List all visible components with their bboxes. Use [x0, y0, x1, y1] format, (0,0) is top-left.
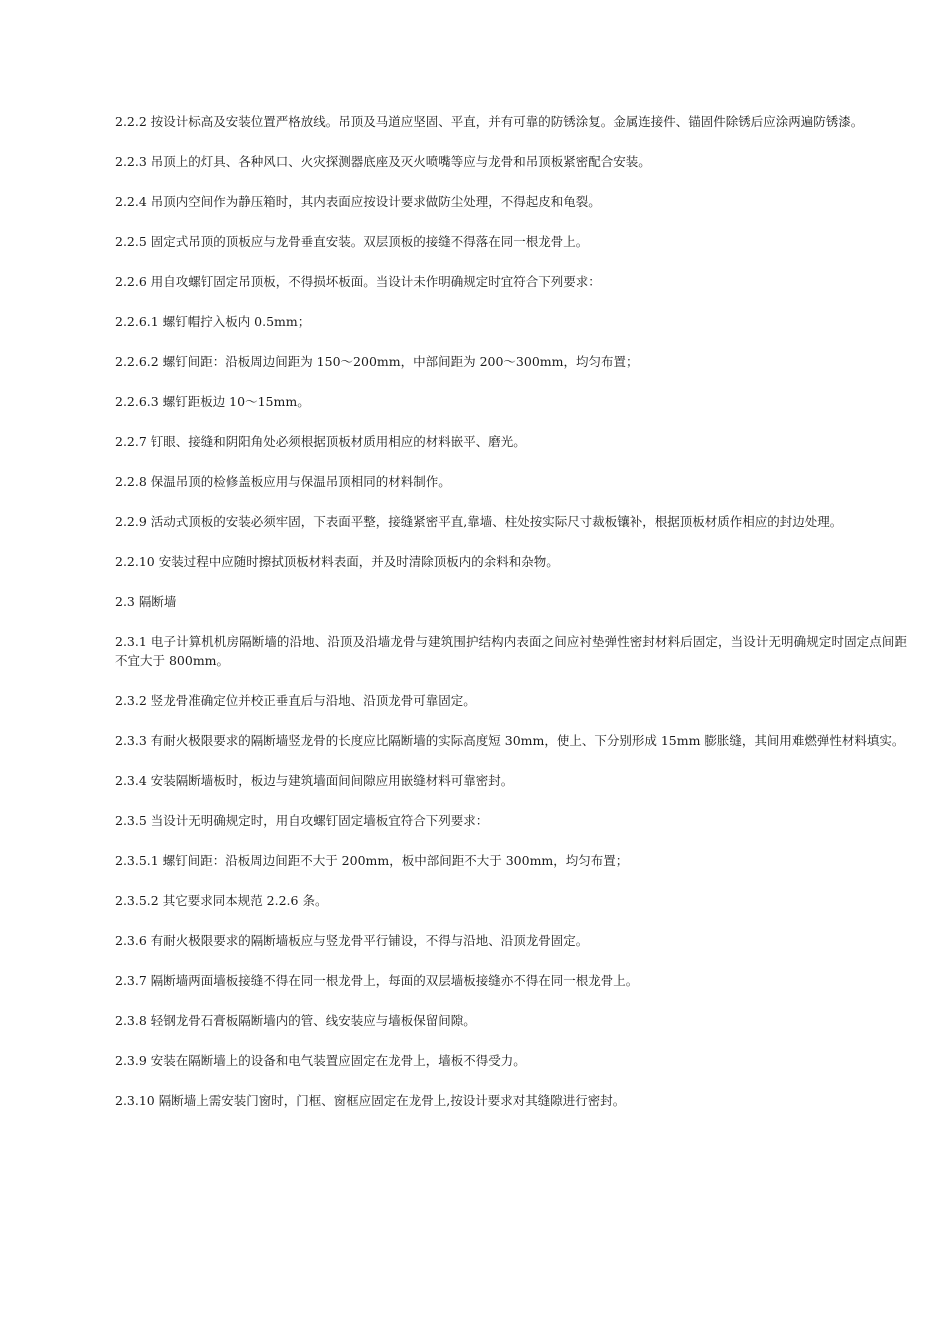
clause-2-2-5: 2.2.5 固定式吊顶的顶板应与龙骨垂直安装。双层顶板的接缝不得落在同一根龙骨上。: [115, 234, 589, 249]
clause-2-3-3: 2.3.3 有耐火极限要求的隔断墙竖龙骨的长度应比隔断墙的实际高度短 30mm，使上、下分别形成 15mm 膨胀缝，其间用难燃弹性材料填实。: [115, 733, 905, 748]
clause-2-3-5: 2.3.5 当设计无明确规定时，用自攻螺钉固定墙板宜符合下列要求：: [115, 813, 489, 828]
clause-2-3-4: 2.3.4 安装隔断墙板时，板边与建筑墙面间间隙应用嵌缝材料可靠密封。: [115, 773, 514, 788]
clause-2-2-10: 2.2.10 安装过程中应随时擦拭顶板材料表面，并及时清除顶板内的余料和杂物。: [115, 554, 559, 569]
clause-2-2-9: 2.2.9 活动式顶板的安装必须牢固，下表面平整，接缝紧密平直,靠墙、柱处按实际尺寸裁板镶补，根据顶板材质作相应的封边处理。: [115, 514, 843, 529]
clause-2-2-6-3: 2.2.6.3 螺钉距板边 10～15mm。: [115, 394, 310, 409]
clause-2-2-6: 2.2.6 用自攻螺钉固定吊顶板，不得损坏板面。当设计未作明确规定时宜符合下列要求：: [115, 274, 601, 289]
clause-2-2-6-1: 2.2.6.1 螺钉帽拧入板内 0.5mm；: [115, 314, 311, 329]
clause-2-2-2: 2.2.2 按设计标高及安装位置严格放线。吊顶及马道应坚固、平直，并有可靠的防锈涂复。金属连接件、锚固件除锈后应涂两遍防锈漆。: [115, 114, 864, 129]
clause-2-3-8: 2.3.8 轻钢龙骨石膏板隔断墙内的管、线安装应与墙板保留间隙。: [115, 1013, 476, 1028]
clause-2-3-6: 2.3.6 有耐火极限要求的隔断墙板应与竖龙骨平行铺设，不得与沿地、沿顶龙骨固定。: [115, 933, 589, 948]
clause-2-2-7: 2.2.7 钉眼、接缝和阴阳角处必须根据顶板材质用相应的材料嵌平、磨光。: [115, 434, 526, 449]
clause-2-3-5-1: 2.3.5.1 螺钉间距：沿板周边间距不大于 200mm，板中部间距不大于 300mm，均匀布置；: [115, 853, 629, 868]
clause-2-2-3: 2.2.3 吊顶上的灯具、各种风口、火灾探测器底座及灭火喷嘴等应与龙骨和吊顶板紧密配合安装。: [115, 154, 651, 169]
clause-2-3-5-2: 2.3.5.2 其它要求同本规范 2.2.6 条。: [115, 893, 328, 908]
clause-2-2-4: 2.2.4 吊顶内空间作为静压箱时，其内表面应按设计要求做防尘处理，不得起皮和龟裂。: [115, 194, 601, 209]
clause-2-3-10: 2.3.10 隔断墙上需安装门窗时，门框、窗框应固定在龙骨上,按设计要求对其缝隙进行密封。: [115, 1093, 626, 1108]
document-body: [115, 112, 907, 1131]
section-heading-2-3: 2.3 隔断墙: [115, 594, 177, 609]
clause-2-3-9: 2.3.9 安装在隔断墙上的设备和电气装置应固定在龙骨上，墙板不得受力。: [115, 1053, 526, 1068]
clause-2-2-8: 2.2.8 保温吊顶的检修盖板应用与保温吊顶相同的材料制作。: [115, 474, 451, 489]
clause-2-3-1: 2.3.1 电子计算机机房隔断墙的沿地、沿顶及沿墙龙骨与建筑围护结构内表面之间应衬垫弹性密封材料后固定，当设计无明确规定时固定点间距不宜大于 800mm。: [115, 634, 907, 668]
clause-2-3-7: 2.3.7 隔断墙两面墙板接缝不得在同一根龙骨上，每面的双层墙板接缝亦不得在同一根龙骨上。: [115, 973, 639, 988]
clause-2-2-6-2: 2.2.6.2 螺钉间距：沿板周边间距为 150～200mm，中部间距为 200～300mm，均匀布置；: [115, 354, 639, 369]
clause-2-3-2: 2.3.2 竖龙骨准确定位并校正垂直后与沿地、沿顶龙骨可靠固定。: [115, 693, 476, 708]
